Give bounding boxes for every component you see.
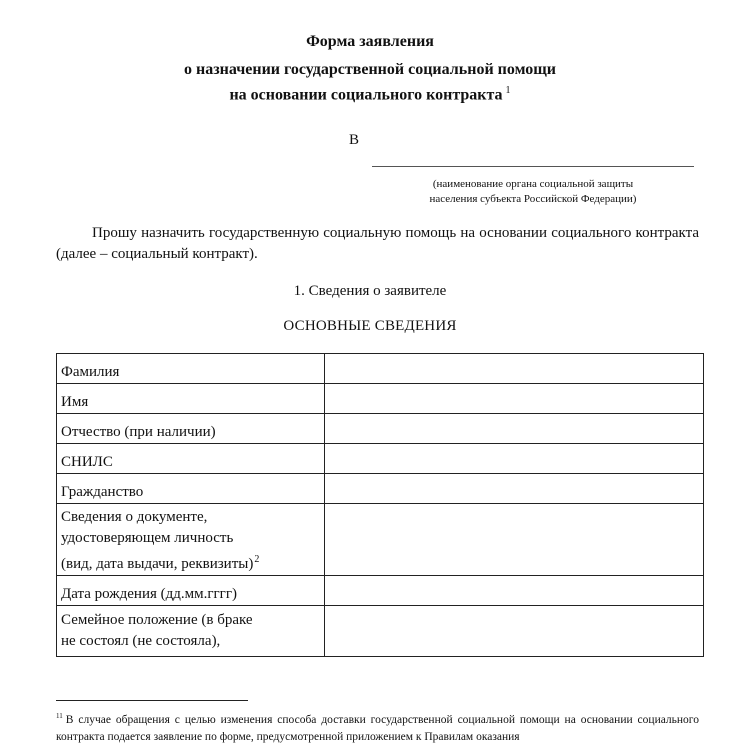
addressee-fill-line[interactable] xyxy=(372,166,694,167)
row-label-citizenship: Гражданство xyxy=(57,474,325,504)
row-label-birth-date: Дата рождения (дд.мм.гггг) xyxy=(57,576,325,606)
table-row xyxy=(57,414,704,444)
request-paragraph: Прошу назначить государственную социальную помощь на основании социального контракта (далее – социальный контракт). xyxy=(56,225,699,262)
row-value-surname[interactable] xyxy=(325,354,704,384)
row-label-identity-document: Сведения о документе, удостоверяющем личность (вид, дата выдачи, реквизиты)$^2$ xyxy=(57,504,325,576)
table-row xyxy=(57,444,704,474)
section-applicant-heading: 1. Сведения о заявителе xyxy=(293,283,447,299)
footnote-mark: 11 xyxy=(56,712,63,720)
section-basic-info-heading: ОСНОВНЫЕ СВЕДЕНИЯ xyxy=(283,318,457,334)
row-value-marital-status[interactable] xyxy=(325,606,704,657)
table-row xyxy=(57,354,704,384)
row-value-identity-document[interactable] xyxy=(325,504,704,576)
identity-footnote-mark: 2 xyxy=(254,554,260,565)
row-label-marital-status: Семейное положение (в браке не состоял (не состояла), xyxy=(57,606,325,657)
table-row xyxy=(57,576,704,606)
form-subtitle-line1: о назначении государственной социальной помощи xyxy=(184,61,556,78)
addressee-prefix: В xyxy=(349,132,360,148)
row-value-birth-date[interactable] xyxy=(325,576,704,606)
footnote-text: $^{11}$ В случае обращения с целью изменения способа доставки государственной социальной помощи на основании социального контракта подается заявление по форме, предусмотренной приложением к Правилам оказания xyxy=(56,712,699,743)
row-value-patronymic[interactable] xyxy=(325,414,704,444)
row-label-snils: СНИЛС xyxy=(57,444,325,474)
footnote-separator xyxy=(56,700,248,701)
applicant-info-table xyxy=(56,353,704,657)
table-row xyxy=(57,504,704,576)
form-title: Форма заявления xyxy=(306,33,434,50)
row-label-name: Имя xyxy=(57,384,325,414)
table-row xyxy=(57,384,704,414)
form-subtitle-line2: на основании социального контракта $^1$ xyxy=(229,85,511,104)
table-row xyxy=(57,606,704,657)
addressee-caption: (наименование органа социальной защиты населения субъекта Российской Федерации) xyxy=(429,178,637,205)
row-label-patronymic: Отчество (при наличии) xyxy=(57,414,325,444)
row-value-name[interactable] xyxy=(325,384,704,414)
table-row xyxy=(57,474,704,504)
row-value-citizenship[interactable] xyxy=(325,474,704,504)
row-value-snils[interactable] xyxy=(325,444,704,474)
row-label-surname: Фамилия xyxy=(57,354,325,384)
title-footnote-mark: 1 xyxy=(505,85,511,96)
